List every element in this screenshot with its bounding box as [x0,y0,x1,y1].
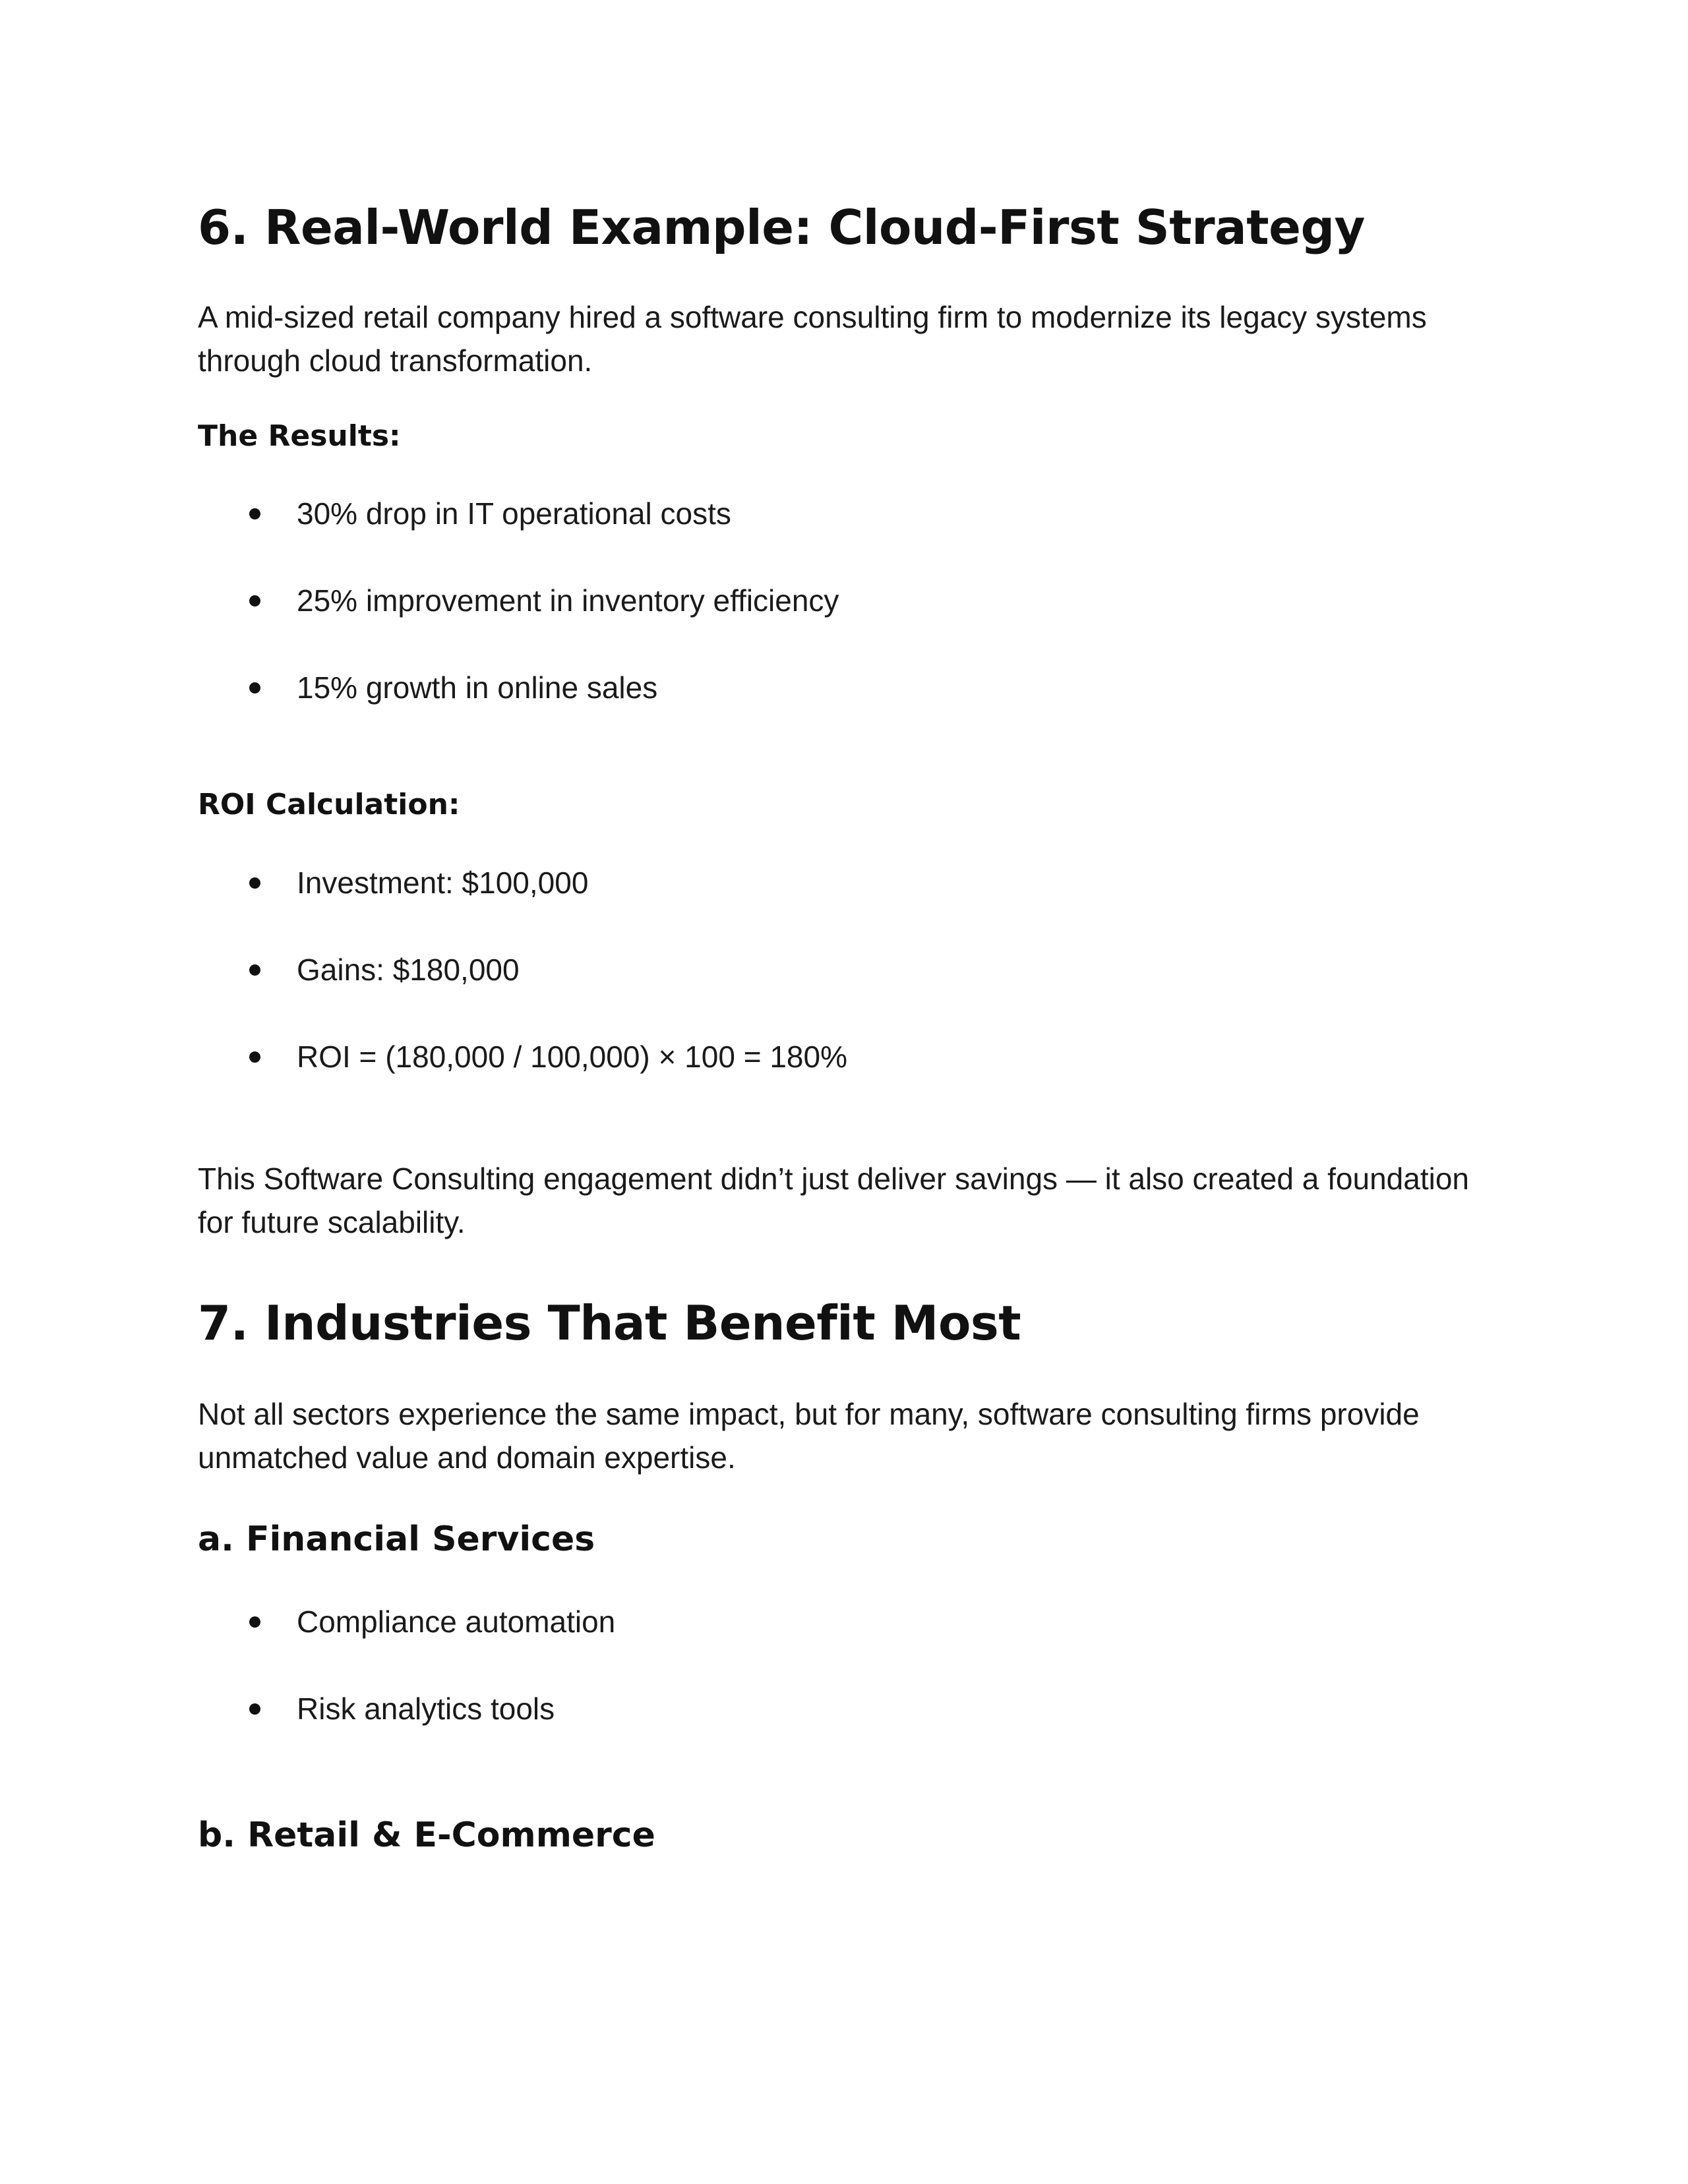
bullet-icon [249,1616,260,1628]
bullet-icon [249,1051,260,1063]
list-item-text: 15% growth in online sales [297,670,658,705]
bullet-icon [249,964,260,976]
list-item-text: Gains: $180,000 [297,953,520,987]
section-7-heading: 7. Industries That Benefit Most [198,1295,1021,1351]
list-item-text: Risk analytics tools [297,1692,555,1726]
section-6-heading: 6. Real-World Example: Cloud-First Strategy [198,200,1365,255]
list-item-text: 30% drop in IT operational costs [297,496,731,531]
bullet-icon [249,508,260,519]
list-item-text: Investment: $100,000 [297,866,589,900]
section-6-conclusion-paragraph: This Software Consulting engagement didn’t just deliver savings — it also created a foundation for future scalability. [198,1162,1469,1239]
section-7-intro-paragraph: Not all sectors experience the same impact, but for many, software consulting firms provide unmatched value and domain expertise. [198,1397,1420,1475]
roi-calculation-label: ROI Calculation: [198,788,460,821]
results-label: The Results: [198,419,401,453]
list-item-text: 25% improvement in inventory efficiency [297,583,839,618]
subsection-b-heading: b. Retail & E-Commerce [198,1815,655,1855]
list-item-text: Compliance automation [297,1605,616,1639]
list-item-text: ROI = (180,000 / 100,000) × 100 = 180% [297,1040,847,1074]
section-6-intro-paragraph: A mid-sized retail company hired a software consulting firm to modernize its legacy systems through cloud transformation. [198,300,1427,378]
subsection-a-heading: a. Financial Services [198,1520,595,1559]
bullet-icon [249,595,260,606]
bullet-icon [249,682,260,694]
bullet-icon [249,877,260,889]
bullet-icon [249,1703,260,1715]
